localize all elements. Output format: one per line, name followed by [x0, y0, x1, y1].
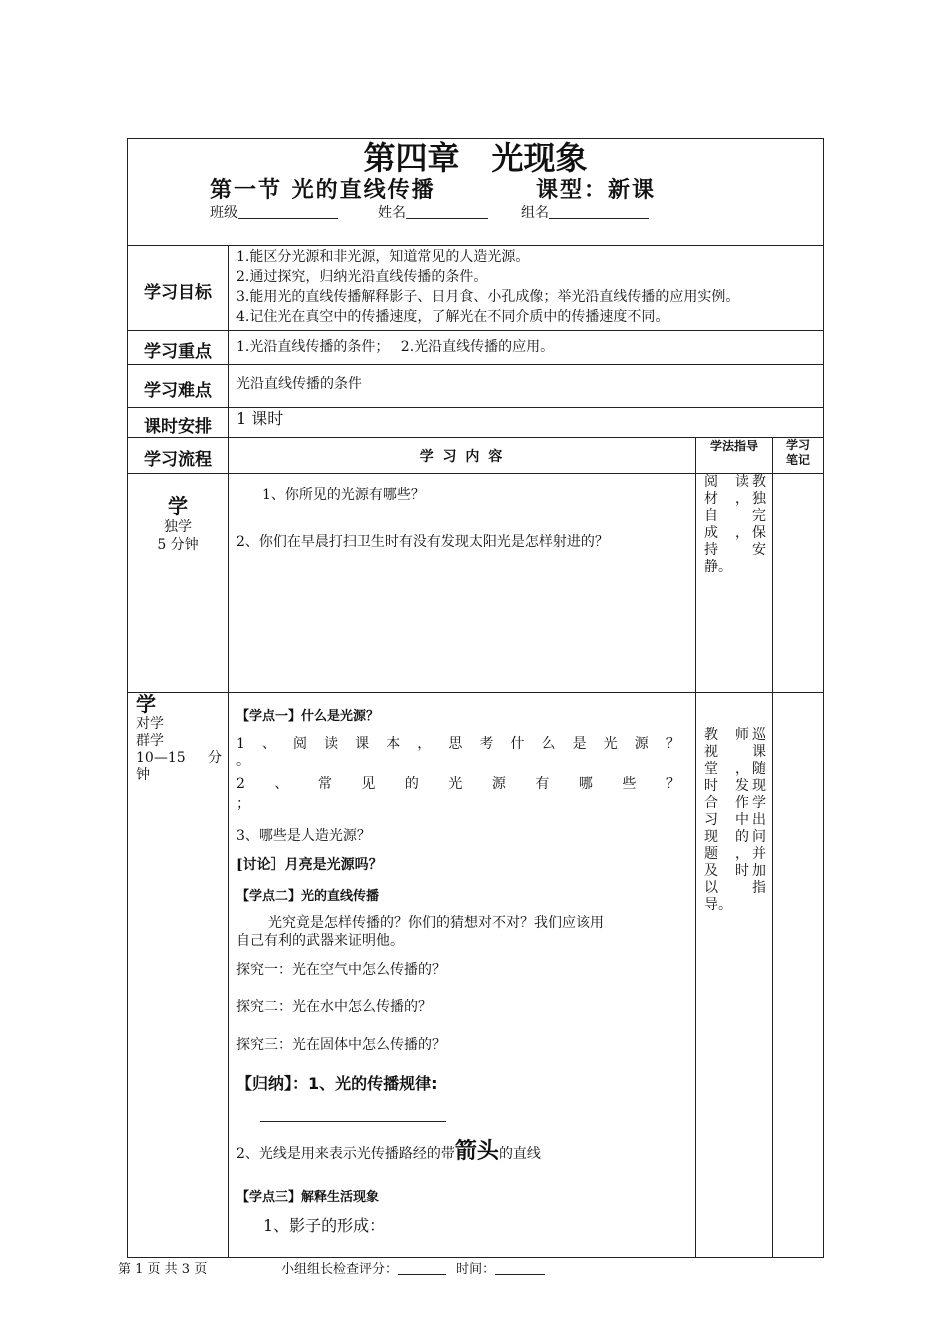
guidance-char: 题 [704, 846, 718, 862]
notes-label-line: 学习 [785, 438, 810, 452]
question-char: 的 [404, 776, 419, 792]
guidance-column [752, 727, 766, 914]
point-heading: 【学点二】光的直线传播 [236, 889, 380, 904]
guidance-char: 指 [752, 880, 766, 896]
question: 3、哪些是人造光源？ [236, 828, 371, 844]
question-char: 源 [491, 776, 506, 792]
notes-label-line: 笔记 [785, 453, 810, 467]
guidance-char [735, 559, 749, 576]
guidance-char: 学 [752, 795, 766, 811]
stage-mode: 群学 [136, 733, 164, 749]
goal-item: 1.能区分光源和非光源，知道常见的人造光源。 [236, 249, 530, 265]
point-heading: 【学点一】什么是光源？ [236, 709, 380, 724]
question-justified [236, 774, 680, 794]
question-char: 是 [572, 736, 587, 752]
name-label: 姓名 [378, 205, 406, 221]
score-blank[interactable] [398, 1261, 446, 1275]
question-char: 考 [479, 736, 494, 752]
leader-check [281, 1261, 545, 1279]
point-heading: 【学点三】解释生活现象 [236, 1190, 380, 1205]
method-label: 学法指导 [709, 439, 758, 453]
guidance-char: 导。 [704, 897, 732, 913]
question-char: 什 [510, 736, 525, 752]
goals-list [236, 247, 739, 327]
stage-time [136, 750, 222, 767]
guidance-char: 时 [704, 778, 718, 794]
guidance-char: 保 [752, 525, 766, 541]
stage-time: 5 分钟 [157, 537, 199, 553]
guidance-char [735, 508, 749, 525]
stage-time-unit: 分 [208, 750, 222, 766]
guidance-char: 教 [704, 727, 718, 743]
content-label: 学 习 内 容 [419, 449, 505, 465]
table-border-bottom [127, 1257, 824, 1258]
name-blank[interactable] [406, 204, 488, 219]
class-blank[interactable] [238, 204, 338, 219]
chapter-title: 第四章 光现象 [363, 139, 588, 177]
group-label: 组名 [521, 205, 549, 221]
question-char: 1 [236, 736, 245, 752]
question-char: 哪 [578, 776, 593, 792]
class-field[interactable] [210, 203, 338, 223]
guidance-char: 并 [752, 846, 766, 862]
group-blank[interactable] [549, 204, 649, 219]
class-label: 班级 [210, 205, 238, 221]
difficulty-label: 学习难点 [144, 381, 212, 401]
goals-label: 学习目标 [144, 283, 212, 303]
paragraph: 光究竟是怎样传播的？你们的猜想对不对？我们应该用 [268, 915, 604, 931]
guidance-column [704, 474, 732, 576]
guidance-char: 持 [704, 542, 718, 558]
guidance-char [752, 897, 766, 914]
guidance-char: 阅 [704, 474, 718, 490]
guidance-column [735, 474, 749, 576]
column-divider [772, 437, 773, 1257]
question: 1、影子的形成： [263, 1216, 386, 1235]
goal-item: 2.通过探究，归纳光沿直线传播的条件。 [236, 269, 488, 285]
ray-text: 的直线 [498, 1146, 541, 1162]
question-char: 常 [317, 776, 332, 792]
guidance-char: 时 [735, 863, 749, 879]
guidance-char: ， [735, 846, 749, 862]
question-char: 、 [274, 776, 289, 792]
schedule-label: 课时安排 [144, 417, 212, 437]
question-char: 课 [355, 736, 370, 752]
difficulty-text: 光沿直线传播的条件 [236, 376, 362, 392]
column-divider [695, 437, 696, 1257]
check-label: 小组组长检查评分： [281, 1262, 399, 1277]
guidance-char: 以 [704, 880, 718, 896]
question-char: 阅 [293, 736, 308, 752]
question-char: 些 [622, 776, 637, 792]
guidance-char: 合 [704, 795, 718, 811]
guidance-char: ， [735, 525, 749, 541]
question-char: 有 [535, 776, 550, 792]
question-char: ？ [665, 736, 680, 752]
question-char: ？ [665, 776, 680, 792]
question: 2、你们在早晨打扫卫生时有没有发现太阳光是怎样射进的？ [236, 534, 609, 550]
guidance-char: 独 [752, 491, 766, 507]
guidance-char: 中 [735, 812, 749, 828]
row-divider [127, 330, 824, 331]
question-char: 读 [324, 736, 339, 752]
question-char: 2 [236, 776, 245, 792]
time-blank[interactable] [495, 1261, 545, 1275]
guidance-column [752, 474, 766, 576]
guidance-char: 师 [735, 727, 749, 743]
guidance-char [735, 744, 749, 761]
guidance-char: 加 [752, 863, 766, 879]
guidance-char: 安 [752, 542, 766, 558]
row-divider [127, 364, 824, 365]
table-border-right [823, 138, 824, 1257]
guidance-char: ， [735, 761, 749, 777]
question-char: 本 [386, 736, 401, 752]
notes-label [773, 438, 823, 468]
guidance-char: ， [735, 491, 749, 507]
question-char: 光 [448, 776, 463, 792]
goal-item: 3.能用光的直线传播解释影子、日月食、小孔成像；举光沿直线传播的应用实例。 [236, 289, 740, 305]
guidance-column [735, 727, 749, 914]
question-char: 源 [634, 736, 649, 752]
guidance-char: 课 [752, 744, 766, 760]
ray-text: 2、光线是用来表示光传播路经的带 [236, 1146, 455, 1162]
stage-time-range: 10—15 [136, 750, 186, 766]
guidance-char: 视 [704, 744, 718, 760]
guidance-char: 及 [704, 863, 718, 879]
guidance-char: 堂 [704, 761, 718, 777]
guidance-char [735, 897, 749, 914]
guidance-char: 作 [735, 795, 749, 811]
exploration: 探究一：光在空气中怎么传播的？ [236, 962, 446, 978]
guidance-char: 完 [752, 508, 766, 524]
guidance-char: 发 [735, 778, 749, 794]
guidance-char: 材 [704, 491, 718, 507]
paragraph: 自己有利的武器来证明他。 [236, 933, 404, 949]
question-tail: ； [236, 796, 250, 812]
time-label: 时间： [456, 1262, 496, 1277]
guidance-char [752, 559, 766, 576]
guidance-char: 自 [704, 508, 718, 524]
question-tail: 。 [236, 753, 250, 769]
guidance-char: 静。 [704, 559, 732, 575]
group-field[interactable] [521, 203, 649, 223]
guidance-char: 读 [735, 474, 749, 490]
guidance-column [704, 727, 732, 914]
exploration: 探究三：光在固体中怎么传播的？ [236, 1037, 446, 1053]
answer-blank[interactable] [260, 1121, 446, 1122]
guidance-char [735, 880, 749, 897]
schedule-text: 1 课时 [236, 409, 284, 428]
ray-emphasis: 箭头 [454, 1139, 499, 1164]
row-divider [127, 245, 824, 246]
column-divider [228, 245, 229, 1257]
flow-label: 学习流程 [144, 450, 212, 470]
focus-text: 1.光沿直线传播的条件； 2.光沿直线传播的应用。 [236, 339, 555, 355]
guidance-char: 随 [752, 761, 766, 777]
stage-solo [128, 494, 228, 554]
goal-item: 4.记住光在真空中的传播速度，了解光在不同介质中的传播速度不同。 [236, 309, 670, 325]
section-title: 第一节 光的直线传播 [210, 177, 436, 203]
guidance-char: 问 [752, 829, 766, 845]
question-char: 么 [541, 736, 556, 752]
question-char: 思 [448, 736, 463, 752]
method-guidance [704, 727, 766, 914]
question-char: ， [417, 736, 432, 752]
stage-big: 学 [136, 692, 156, 716]
guidance-char: 出 [752, 812, 766, 828]
guidance-char: 巡 [752, 727, 766, 743]
row-divider [127, 692, 824, 693]
guidance-char: 现 [752, 778, 766, 794]
stage-mode: 对学 [136, 716, 164, 732]
guidance-char [735, 542, 749, 559]
question-char: 、 [261, 736, 276, 752]
summary-heading: 【归纳】：1、光的传播规律: [236, 1074, 438, 1093]
guidance-char: 成 [704, 525, 718, 541]
stage-mode: 独学 [164, 519, 192, 535]
page-number: 第 1 页 共 3 页 [118, 1262, 208, 1277]
guidance-char: 教 [752, 474, 766, 490]
focus-label: 学习重点 [144, 342, 212, 362]
stage-time-unit: 钟 [136, 767, 150, 783]
question-justified [236, 734, 680, 754]
question-char: 光 [603, 736, 618, 752]
stage-big: 学 [168, 494, 188, 518]
table-border-left [127, 138, 128, 1257]
row-divider [127, 407, 824, 408]
question: 1、你所见的光源有哪些？ [262, 487, 425, 503]
method-guidance [704, 474, 766, 576]
discussion-prompt: [讨论］月亮是光源吗？ [236, 857, 383, 873]
stage-group [136, 692, 222, 784]
guidance-char: 现 [704, 829, 718, 845]
guidance-char: 习 [704, 812, 718, 828]
name-field[interactable] [378, 203, 488, 223]
ray-definition [236, 1138, 541, 1168]
exploration: 探究二：光在水中怎么传播的？ [236, 999, 432, 1015]
guidance-char: 的 [735, 829, 749, 845]
question-char: 见 [361, 776, 376, 792]
lesson-type: 课型：新课 [536, 177, 657, 203]
